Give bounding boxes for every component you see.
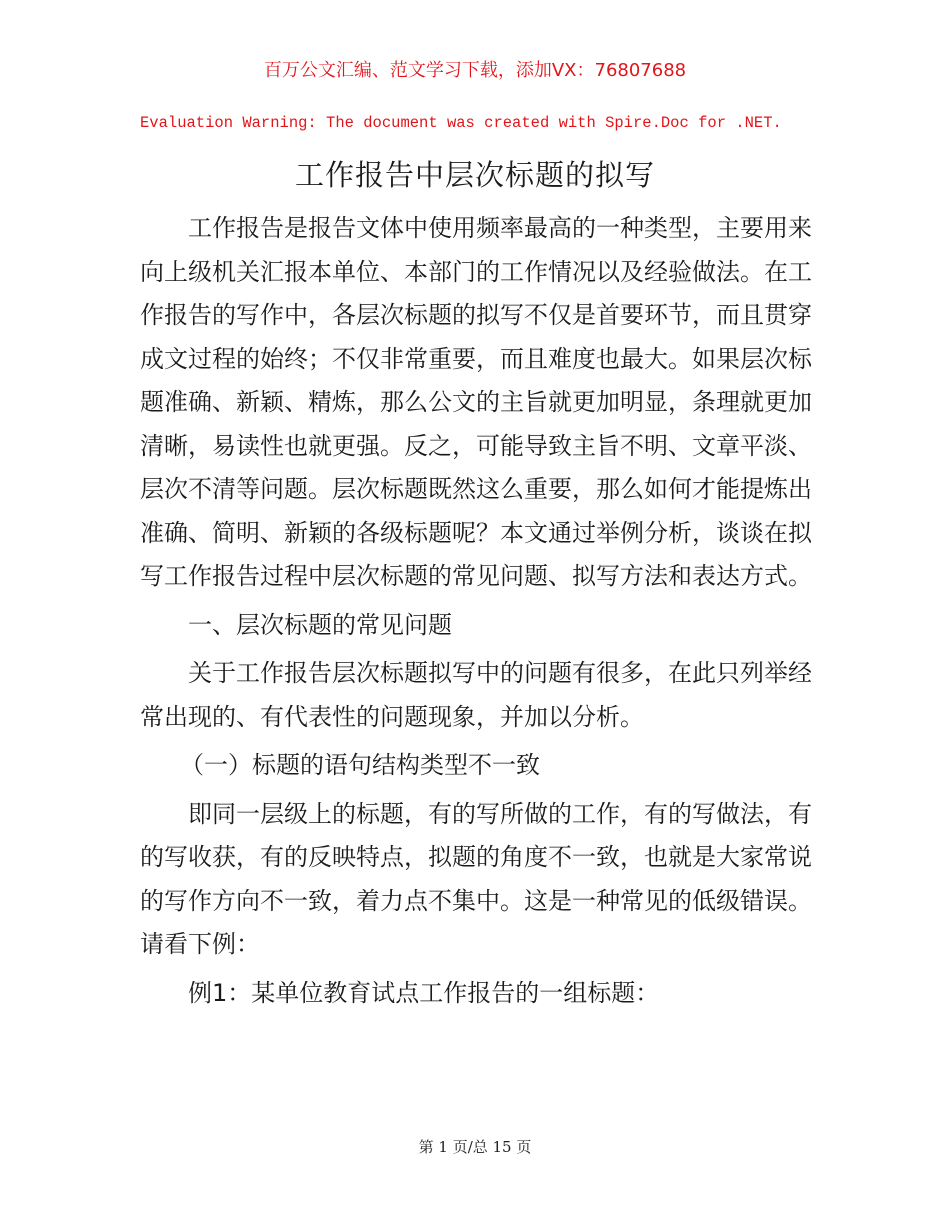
promo-banner: 百万公文汇编、范文学习下载，添加VX：76807688 [263, 60, 687, 81]
document-body [140, 207, 812, 1015]
section-heading-1: 一、层次标题的常见问题 [188, 610, 452, 639]
subsection-1-paragraph: 即同一层级上的标题，有的写所做的工作，有的写做法，有的写收获，有的反映特点，拟题的角度不一致，也就是大家常说的写作方向不一致，着力点不集中。这是一种常见的低级错误。请看下例： [140, 799, 812, 958]
subsection-heading-1: （一）标题的语句结构类型不一致 [180, 751, 540, 779]
section-1-paragraph: 关于工作报告层次标题拟写中的问题有很多，在此只列举经常出现的、有代表性的问题现象，并加以分析。 [140, 659, 812, 731]
document-title: 工作报告中层次标题的拟写 [294, 158, 655, 192]
evaluation-warning: Evaluation Warning: The document was created with Spire.Doc for .NET. [140, 114, 782, 132]
example-1-label: 例1：某单位教育试点工作报告的一组标题： [188, 978, 660, 1007]
page-indicator: 第 1 页/总 15 页 [418, 1138, 532, 1156]
intro-paragraph: 工作报告是报告文体中使用频率最高的一种类型，主要用来向上级机关汇报本单位、本部门的工作情况以及经验做法。在工作报告的写作中，各层次标题的拟写不仅是首要环节，而且贯穿成文过程的始终；不仅非常重要，而且难度也最大。如果层次标题准确、新颖、精炼，那么公文的主旨就更加明显，条理就更加清晰，易读性也就更强。反之，可能导致主旨不明、文章平淡、层次不清等问题。层次标题既然这么重要，那么如何才能提炼出准确、简明、新颖的各级标题呢？本文通过举例分析，谈谈在拟写工作报告过程中层次标题的常见问题、拟写方法和表达方式。 [140, 214, 812, 590]
